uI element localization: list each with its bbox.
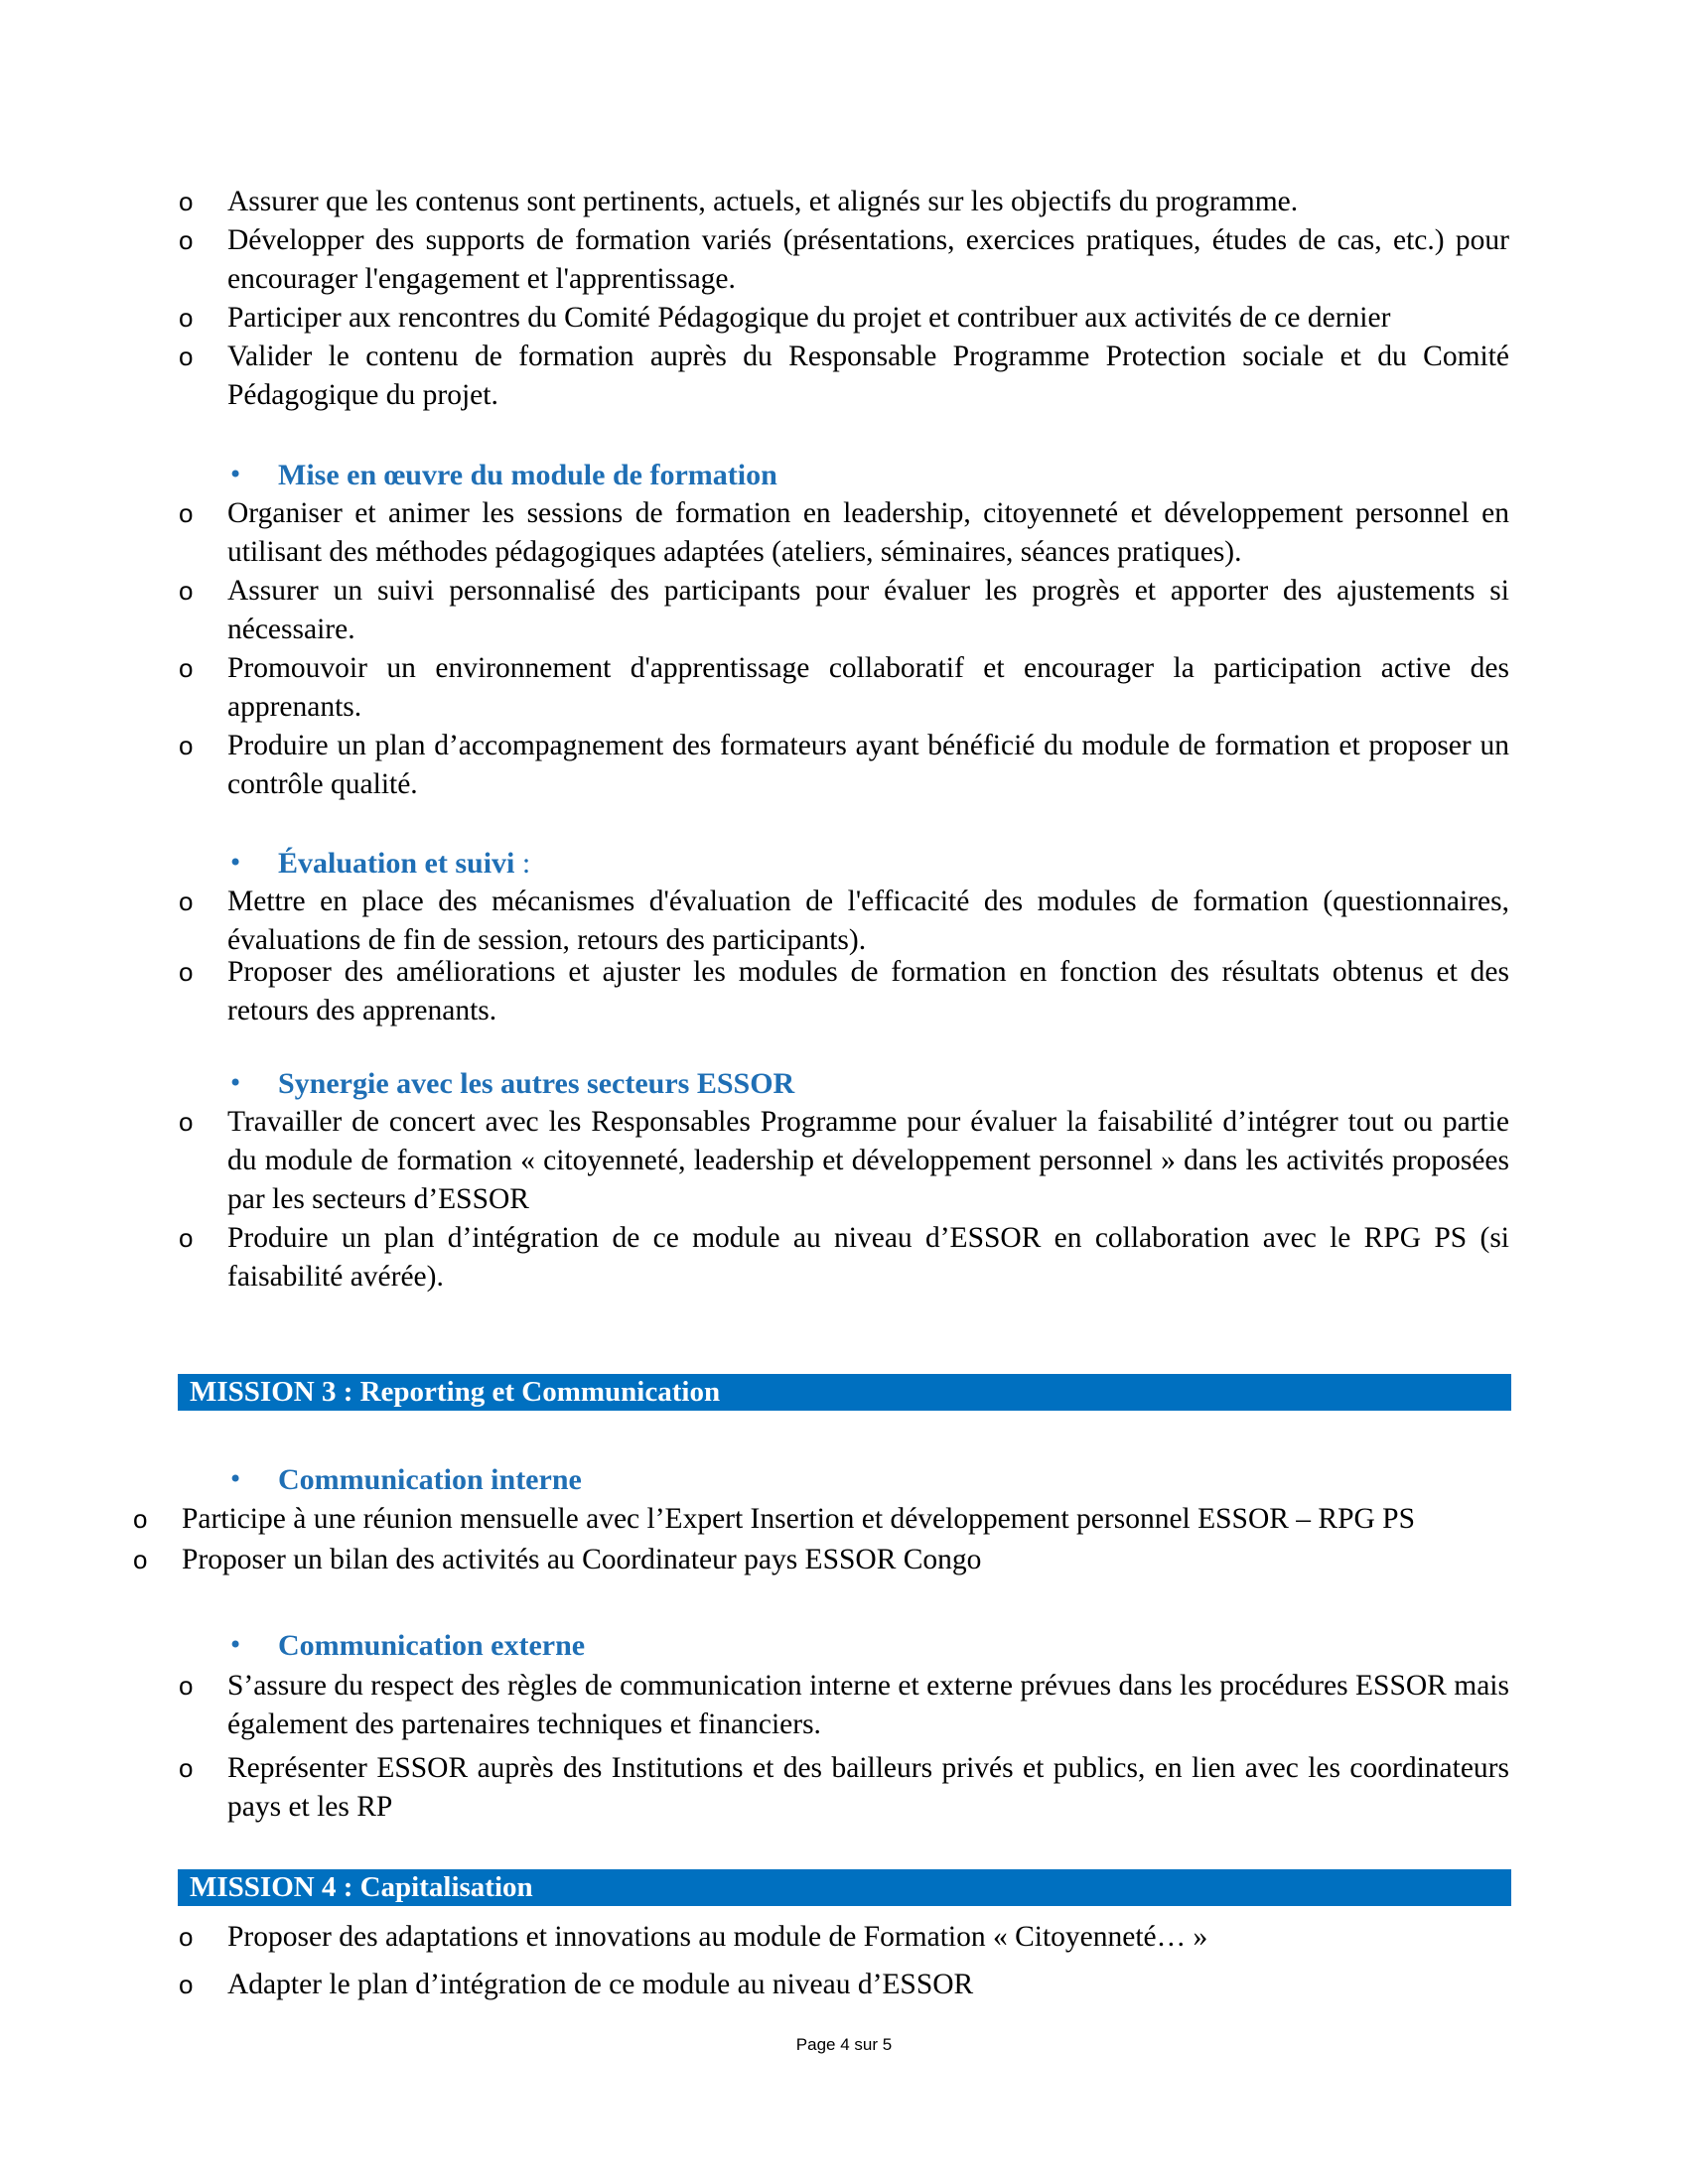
list-item: o Travailler de concert avec les Responsables Programme pour évaluer la faisabilité d’intégrer tout ou partie du module de formation « citoyenneté, leadership et développement personnel » dans les activités proposées par les secteurs d’ESSOR bbox=[179, 1103, 1509, 1219]
list-item: o Participer aux rencontres du Comité Pédagogique du projet et contribuer aux activités de ce dernier bbox=[179, 299, 1509, 338]
list-item: o Assurer un suivi personnalisé des participants pour évaluer les progrès et apporter des ajustements si nécessaire. bbox=[179, 572, 1509, 649]
list-item: o S’assure du respect des règles de communication interne et externe prévues dans les procédures ESSOR mais également des partenaires techniques et financiers. bbox=[179, 1667, 1509, 1744]
list-item: o Mettre en place des mécanismes d'évaluation de l'efficacité des modules de formation (questionnaires, évaluations de fin de session, retours des participants). bbox=[179, 883, 1509, 960]
bullet-icon: • bbox=[228, 1465, 243, 1493]
section-heading: • Évaluation et suivi : bbox=[228, 844, 530, 883]
circle-bullet-icon: o bbox=[179, 957, 194, 987]
circle-bullet-icon: o bbox=[179, 303, 194, 333]
circle-bullet-icon: o bbox=[179, 1671, 194, 1701]
circle-bullet-icon: o bbox=[179, 653, 194, 683]
section-heading: • Synergie avec les autres secteurs ESSOR bbox=[228, 1064, 794, 1103]
section-heading: • Mise en œuvre du module de formation bbox=[228, 456, 777, 494]
section-heading: • Communication interne bbox=[228, 1460, 582, 1499]
mission-3-banner: MISSION 3 : Reporting et Communication bbox=[178, 1374, 1511, 1411]
circle-bullet-icon: o bbox=[179, 225, 194, 255]
bullet-icon: • bbox=[228, 849, 243, 877]
mission-4-banner: MISSION 4 : Capitalisation bbox=[178, 1869, 1511, 1906]
list-item: o Proposer des adaptations et innovations au module de Formation « Citoyenneté… » bbox=[179, 1918, 1509, 1957]
circle-bullet-icon: o bbox=[179, 1753, 194, 1783]
list-item: o Valider le contenu de formation auprès du Responsable Programme Protection sociale et du Comité Pédagogique du projet. bbox=[179, 338, 1509, 415]
bullet-icon: • bbox=[228, 1069, 243, 1097]
list-item: o Proposer des améliorations et ajuster les modules de formation en fonction des résultats obtenus et des retours des apprenants. bbox=[179, 953, 1509, 1030]
circle-bullet-icon: o bbox=[179, 731, 194, 760]
circle-bullet-icon: o bbox=[179, 341, 194, 371]
circle-bullet-icon: o bbox=[179, 187, 194, 216]
list-item: o Développer des supports de formation variés (présentations, exercices pratiques, études de cas, etc.) pour encourager l'engagement et l'apprentissage. bbox=[179, 221, 1509, 299]
bullet-icon: • bbox=[228, 1631, 243, 1659]
circle-bullet-icon: o bbox=[179, 498, 194, 528]
circle-bullet-icon: o bbox=[179, 1970, 194, 1999]
list-item: o Adapter le plan d’intégration de ce module au niveau d’ESSOR bbox=[179, 1966, 1509, 2004]
section-heading: • Communication externe bbox=[228, 1626, 585, 1665]
list-item: o Participe à une réunion mensuelle avec l’Expert Insertion et développement personnel ESSOR – RPG PS bbox=[133, 1500, 1509, 1539]
circle-bullet-icon: o bbox=[179, 1223, 194, 1253]
list-item: o Organiser et animer les sessions de formation en leadership, citoyenneté et développement personnel en utilisant des méthodes pédagogiques adaptées (ateliers, séminaires, séances pratiques). bbox=[179, 494, 1509, 572]
list-item: o Produire un plan d’intégration de ce module au niveau d’ESSOR en collaboration avec le RPG PS (si faisabilité avérée). bbox=[179, 1219, 1509, 1297]
page-footer: Page 4 sur 5 bbox=[795, 2035, 893, 2054]
list-item: o Représenter ESSOR auprès des Institutions et des bailleurs privés et publics, en lien avec les coordinateurs pays et les RP bbox=[179, 1749, 1509, 1827]
list-item: o Assurer que les contenus sont pertinents, actuels, et alignés sur les objectifs du programme. bbox=[179, 183, 1509, 221]
bullet-icon: • bbox=[228, 461, 243, 488]
list-item: o Produire un plan d’accompagnement des formateurs ayant bénéficié du module de formation et proposer un contrôle qualité. bbox=[179, 727, 1509, 804]
circle-bullet-icon: o bbox=[133, 1545, 148, 1574]
circle-bullet-icon: o bbox=[179, 576, 194, 606]
circle-bullet-icon: o bbox=[133, 1504, 148, 1534]
circle-bullet-icon: o bbox=[179, 887, 194, 916]
list-item: o Promouvoir un environnement d'apprentissage collaboratif et encourager la participation active des apprenants. bbox=[179, 649, 1509, 727]
circle-bullet-icon: o bbox=[179, 1922, 194, 1952]
circle-bullet-icon: o bbox=[179, 1107, 194, 1137]
list-item: o Proposer un bilan des activités au Coordinateur pays ESSOR Congo bbox=[133, 1541, 1509, 1579]
